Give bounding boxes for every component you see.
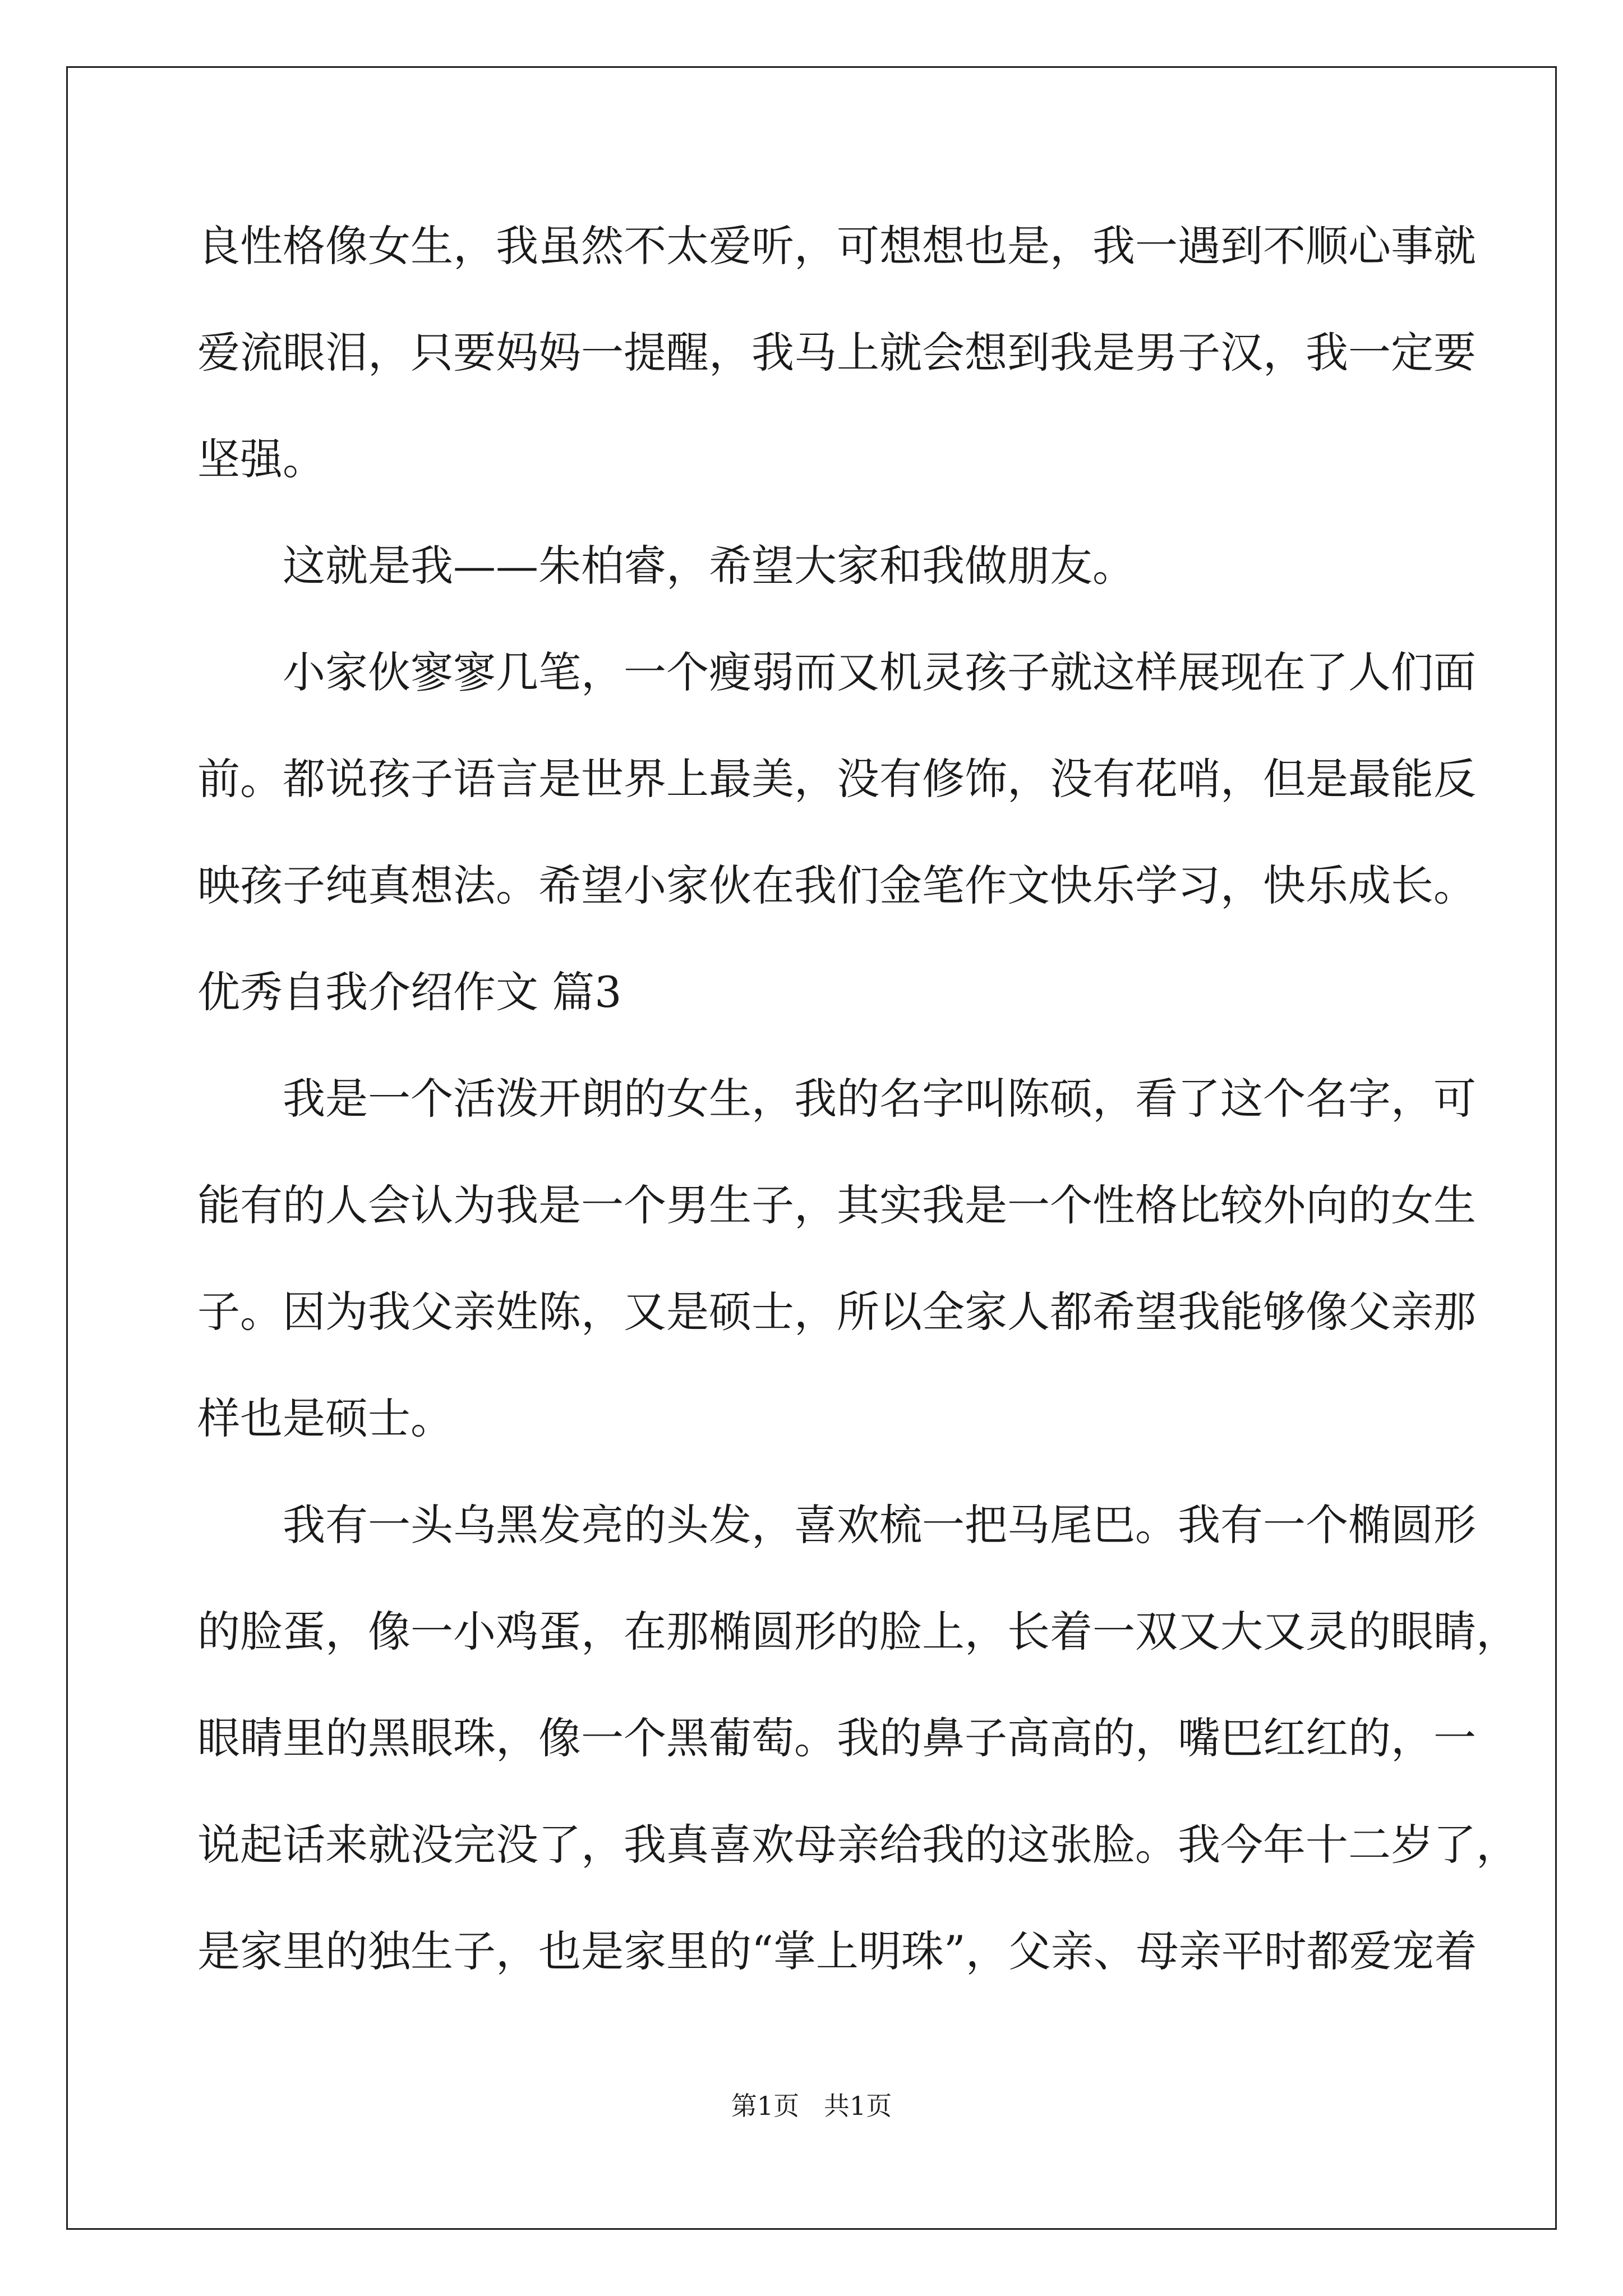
text-line-4: 这就是我——朱柏睿，希望大家和我做朋友。 [197,541,1135,591]
text-line-6: 前。都说孩子语言是世界上最美，没有修饰，没有花哨，但是最能反 [197,754,1476,804]
text-line-10: 能有的人会认为我是一个男生子，其实我是一个性格比较外向的女生 [197,1180,1476,1230]
text-line-1: 良性格像女生，我虽然不太爱听，可想想也是，我一遇到不顺心事就 [197,221,1476,271]
text-line-15: 眼睛里的黑眼珠，像一个黑葡萄。我的鼻子高高的，嘴巴红红的，一 [197,1713,1476,1763]
page-border [66,66,1557,2230]
text-line-13: 我有一头乌黑发亮的头发，喜欢梳一把马尾巴。我有一个椭圆形 [197,1500,1476,1550]
text-line-5: 小家伙寥寥几笔，一个瘦弱而又机灵孩子就这样展现在了人们面 [197,647,1476,697]
text-line-14: 的脸蛋，像一小鸡蛋，在那椭圆形的脸上，长着一双又大又灵的眼睛， [197,1607,1519,1657]
text-line-2: 爱流眼泪，只要妈妈一提醒，我马上就会想到我是男子汉，我一定要 [197,328,1476,378]
text-line-16: 说起话来就没完没了，我真喜欢母亲给我的这张脸。我今年十二岁了， [197,1820,1519,1870]
text-line-3: 坚强。 [197,434,325,484]
page-footer: 第1页 共1页 [731,2091,892,2121]
text-line-12: 样也是硕士。 [197,1393,453,1443]
text-line-17: 是家里的独生子，也是家里的“掌上明珠”，父亲、母亲平时都爱宠着 [197,1926,1477,1976]
text-line-11: 子。因为我父亲姓陈，又是硕士，所以全家人都希望我能够像父亲那 [197,1287,1476,1337]
text-line-7: 映孩子纯真想法。希望小家伙在我们金笔作文快乐学习，快乐成长。 [197,861,1476,910]
section-heading: 优秀自我介绍作文 篇3 [197,967,622,1017]
text-line-9: 我是一个活泼开朗的女生，我的名字叫陈硕，看了这个名字，可 [197,1074,1476,1124]
